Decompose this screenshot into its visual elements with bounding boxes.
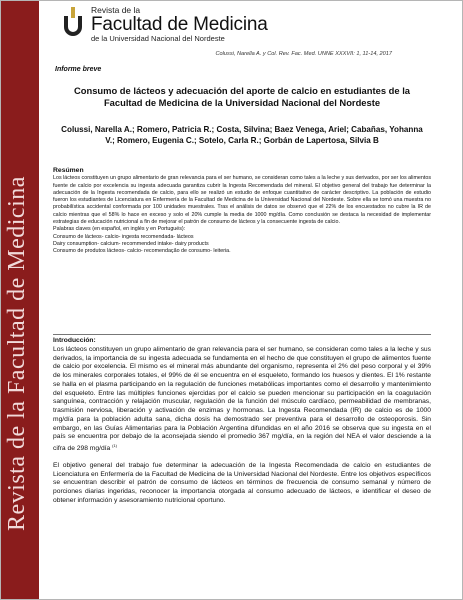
journal-name-sub: de la Universidad Nacional del Nordeste: [91, 34, 225, 43]
abstract-body: Los lácteos constituyen un grupo alimentario de gran relevancia para el ser humano, se consideran como tales a la leche y sus derivados, por ser los alimentos fuente de calcio por excelencia su ingesta adecuada garantiza cubrir la Ingesta Recomendada del mineral. El objetivo general del trabajo fue determinar la adecuación de la Ingesta recomendada de calcio, para ello se realizó un estudio de enfoque cuantitativo de carácter descriptivo. La población de estudio fueron los estudiantes de Licenciatura en Enfermería de la Facultad de Medicina de la Universidad Nacional del Nordeste. Sobre ella se tomó una muestra no probabilística accidental conformada por 100 unidades muestrales. Tras el análisis de datos se observó que el 22% de los encuestados no cubre la IR de calcio mientras que el 58% lo hace en exceso y solo el 20% cumple la media de 1000 mg/día. Como conclusión se destaca la necesidad de implementar estrategias de educación nutricional a fin de mejorar el patrón de consumo de lácteos y la consecuente ingesta de calcio.: [53, 175, 431, 226]
journal-header: [63, 5, 443, 41]
introduction-section: [53, 337, 431, 506]
abstract-heading: Resúmen: [53, 167, 84, 174]
reference-marker: (1): [112, 443, 117, 448]
journal-name-top: Revista de la: [91, 5, 141, 15]
journal-name: [91, 5, 268, 43]
paragraph-spacer: [53, 454, 431, 462]
article-citation: Colussi, Narella A. y Col. Rev. Fac. Med. UNNE XXXVII: 1, 11-14, 2017: [215, 51, 392, 57]
keywords-english: Dairy consumption- calcium- recommended intake- dairy products: [53, 240, 209, 247]
introduction-paragraph-1-text: Los lácteos constituyen un grupo alimentario de gran relevancia para el ser humano, se consideran como tales a la leche y sus derivados, la importancia de su ingesta adecuada se fundamenta en el hecho de que constituyen el grupo de alimentos fuente de calcio por excelencia. El mismo es el mineral más abundante del organismo, representa el 2% del peso corporal y el 39% de los minerales corporales totales, el 99% de él se encuentra en el esqueleto, formando los huesos y dientes. El 1% restante se halla en el plasma participando en la regulación de funciones metabólicas importantes como el desarrollo y mantenimiento del esqueleto. Entre las múltiples funciones ejercidas por el calcio se pueden mencionar su participación en la coagulación sanguínea, contracción y relajación muscular, regulación de la función del músculo cardíaco, permeabilidad de membranas, trasmisión nerviosa, liberación y activación de enzimas y hormonas. La Ingesta Recomendada (IR) de calcio es de 1000 mg/día para la población adulta sana, dicha dosis ha demostrado ser preventiva para el desarrollo de osteoporosis. Sin embargo, en las Guías Alimentarias para la Población Argentina difundidas en el año 2016 se observa que su ingesta en el país se encuentra por debajo de la aconsejada siendo el promedio 367 mg/día, en la región del NEA el valor desciende a la cifra de 298 mg/día: [53, 345, 431, 453]
sidebar-journal-name: Revista de la Facultad de Medicina: [4, 176, 30, 531]
article-authors: Colussi, Narella A.; Romero, Patricia R.; Costa, Silvina; Baez Venega, Ariel; Cabañas, Yohanna V.; Romero, Eugenia C.; Sotelo, Carla R.; Gorbán de Lapertosa, Silvia B: [61, 125, 423, 145]
keywords-portuguese: Consumo de produtos lácteos- calcio- recomendação de consumo- leiteria.: [53, 248, 231, 255]
section-type: Informe breve: [55, 66, 102, 73]
introduction-paragraph-1: [53, 346, 431, 454]
keywords-label: Palabras claves (en español, en inglés y en Portugués):: [53, 226, 186, 233]
keywords-spanish: Consumo de lácteos- calcio- ingesta recomendada- lácteos: [53, 233, 194, 240]
section-divider: [53, 334, 431, 335]
article-title: Consumo de lácteos y adecuación del aporte de calcio en estudiantes de la Facultad de Medicina de la Universidad Nacional del Nordeste: [73, 85, 411, 108]
introduction-paragraph-2: El objetivo general del trabajo fue determinar la adecuación de la Ingesta Recomendada de calcio en estudiantes de Licenciatura en Enfermería de la Facultad de Medicina de la Universidad Nacional del Nordeste. Entre los objetivos específicos se encuentran describir el patrón de consumo de lácteos en términos de frecuencia de consumo semanal y número de porciones diarias ingeridas, reconocer la importancia otorgada al consumo adecuado de lácteos, e identificar el deseo de obtener información y asesoramiento nutricional oportuno.: [53, 461, 431, 504]
introduction-heading: Introducción:: [53, 337, 96, 344]
university-logo-icon: [63, 7, 83, 39]
journal-sidebar: [1, 1, 39, 600]
journal-name-main: Facultad de Medicina: [91, 14, 268, 35]
abstract-section: [53, 167, 431, 256]
